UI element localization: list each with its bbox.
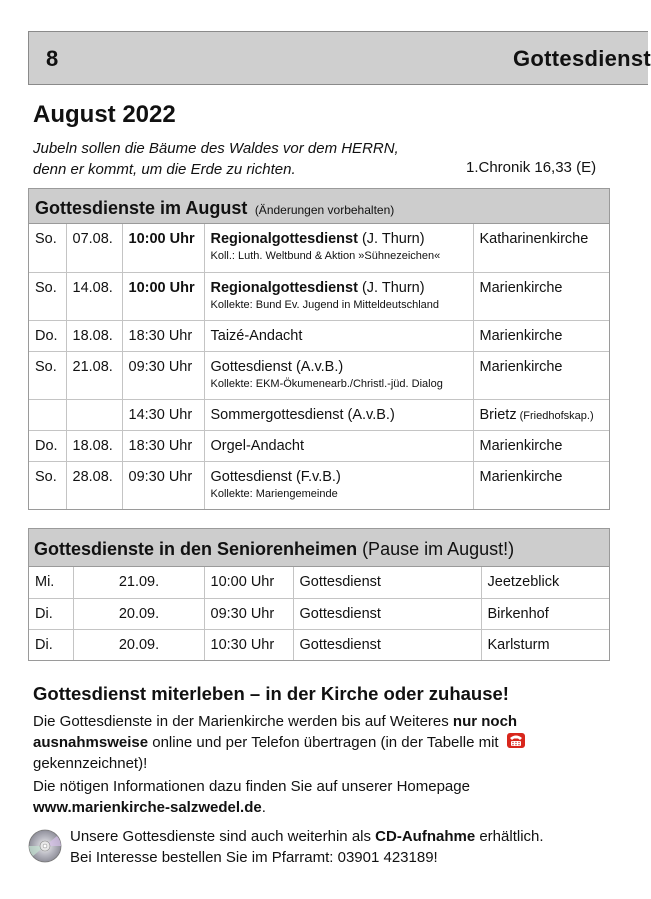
day-cell [29, 224, 66, 272]
service-cell [204, 461, 473, 509]
senior-homes-header [29, 529, 609, 567]
service-cell [204, 351, 473, 399]
verse-line-2: denn er kommt, um die Erde zu richten. [33, 161, 296, 178]
date: 28.08. [72, 468, 113, 485]
table-row [29, 320, 609, 351]
table-row [29, 272, 609, 320]
telephone-icon [506, 732, 526, 749]
time: 14:30 Uhr [128, 406, 193, 423]
day-cell [29, 351, 66, 399]
date: 18.08. [72, 437, 113, 454]
time: 18:30 Uhr [128, 327, 193, 344]
table-row [29, 430, 609, 461]
collection: Kollekte: EKM-Ökumenearb./Christl.-jüd. Dialog [210, 377, 443, 390]
place-cell [473, 399, 609, 430]
info-p2-text: Die nötigen Informationen dazu finden Sie auf unserer Homepage [33, 778, 470, 795]
month-title: August 2022 [33, 101, 176, 128]
time-cell [122, 272, 204, 320]
day-cell [29, 430, 66, 461]
time-cell [122, 320, 204, 351]
date: 07.08. [72, 231, 113, 247]
cd-text-emphasis: CD-Aufnahme [375, 828, 476, 845]
time: 18:30 Uhr [128, 437, 193, 454]
header-title: Gottesdienst [513, 46, 651, 71]
date-cell [66, 272, 122, 320]
info-p1-text-a: Die Gottesdienste in der Marienkirche werden bis auf Weiteres [33, 713, 453, 730]
day-cell [29, 399, 66, 430]
place-cell [481, 598, 609, 629]
date-cell [73, 629, 204, 660]
time-cell [204, 598, 293, 629]
service-cell [204, 320, 473, 351]
time: 10:00 Uhr [210, 574, 275, 590]
date: 18.08. [72, 327, 113, 344]
day: Mi. [35, 574, 55, 590]
place-cell [473, 320, 609, 351]
senior-homes-note: (Pause im August!) [357, 539, 515, 559]
place: Marienkirche [479, 468, 563, 485]
place-note: (Friedhofskap.) [516, 409, 594, 422]
place: Marienkirche [479, 279, 563, 296]
table-row [29, 399, 609, 430]
verse-reference: 1.Chronik 16,33 (E) [466, 159, 597, 176]
day: So. [35, 231, 57, 247]
senior-homes-table [29, 567, 609, 660]
august-services-note: (Änderungen vorbehalten) [254, 203, 395, 217]
place-cell [481, 629, 609, 660]
service-cell [204, 224, 473, 272]
date-cell [73, 598, 204, 629]
place: Marienkirche [479, 327, 563, 344]
table-row [29, 224, 609, 272]
time: 10:00 Uhr [128, 279, 195, 296]
day: Do. [35, 437, 58, 454]
senior-homes-panel [28, 528, 610, 661]
day: So. [35, 358, 57, 375]
august-services-table [29, 224, 609, 509]
info-p1-text-c: online und per Telefon übertragen (in der Tabelle mit [148, 734, 499, 751]
place: Jeetzeblick [487, 574, 560, 590]
date-cell [66, 351, 122, 399]
day-cell [29, 567, 73, 598]
date-cell [66, 320, 122, 351]
service-cell [204, 272, 473, 320]
info-p1-text-d: gekennzeichnet)! [33, 755, 148, 772]
date: 20.09. [118, 605, 160, 622]
date: 21.09. [118, 574, 160, 590]
august-services-header [29, 189, 609, 224]
collection: Kollekte: Bund Ev. Jugend in Mitteldeutschland [210, 298, 439, 311]
service-name: Gottesdienst [299, 574, 381, 590]
place-cell [473, 272, 609, 320]
day-cell [29, 629, 73, 660]
service-leader: (A.v.B.) [343, 406, 395, 423]
service-name: Taizé-Andacht [210, 327, 303, 344]
service-leader: (J. Thurn) [357, 231, 425, 247]
date: 20.09. [118, 636, 160, 653]
cd-order-line: Bei Interesse bestellen Sie im Pfarramt: 03901 423189! [70, 849, 438, 866]
service-cell [204, 399, 473, 430]
date-cell [66, 430, 122, 461]
collection: Kollekte: Mariengemeinde [210, 487, 338, 500]
table-row [29, 351, 609, 399]
time-cell [204, 629, 293, 660]
page-number: 8 [46, 46, 59, 71]
header-bar [28, 31, 651, 85]
day-cell [29, 598, 73, 629]
time-cell [122, 461, 204, 509]
time-cell [122, 224, 204, 272]
time: 10:30 Uhr [210, 636, 275, 653]
place-cell [473, 224, 609, 272]
time-cell [122, 351, 204, 399]
service-cell [204, 430, 473, 461]
table-row [29, 629, 609, 660]
day: So. [35, 468, 57, 485]
service-name: Gottesdienst [210, 358, 292, 375]
day-cell [29, 320, 66, 351]
day: So. [35, 279, 57, 296]
service-name: Gottesdienst [299, 636, 381, 653]
place: Karlsturm [487, 636, 550, 653]
place: Marienkirche [479, 437, 563, 454]
service-leader: (F.v.B.) [291, 468, 341, 485]
august-services-panel [28, 188, 610, 510]
date-cell [73, 567, 204, 598]
service-name: Regionalgottesdienst [210, 231, 358, 247]
table-row [29, 598, 609, 629]
table-row [29, 461, 609, 509]
place-cell [481, 567, 609, 598]
day-cell [29, 461, 66, 509]
info-paragraph-2 [33, 776, 593, 818]
place: Birkenhof [487, 605, 549, 622]
time: 09:30 Uhr [128, 468, 193, 485]
place: Brietz [479, 406, 517, 423]
time: 09:30 Uhr [210, 605, 275, 622]
table-row [29, 567, 609, 598]
cd-info [70, 826, 544, 868]
service-leader: (A.v.B.) [291, 358, 344, 375]
time-cell [204, 567, 293, 598]
cd-text-c: erhältlich. [475, 828, 544, 845]
time: 09:30 Uhr [128, 358, 193, 375]
date: 14.08. [72, 279, 113, 296]
time-cell [122, 430, 204, 461]
cd-text-a: Unsere Gottesdienste sind auch weiterhin als [70, 828, 376, 845]
collection: Koll.: Luth. Weltbund & Aktion »Sühnezeichen« [210, 250, 441, 262]
homepage-link[interactable]: www.marienkirche-salzwedel.de [33, 799, 262, 816]
cd-icon [28, 829, 62, 863]
info-p1-emphasis: nur noch ausnahmsweise [33, 713, 518, 751]
day-cell [29, 272, 66, 320]
service-name: Regionalgottesdienst [210, 279, 358, 296]
place-cell [473, 351, 609, 399]
service-cell [293, 629, 481, 660]
date-cell [66, 399, 122, 430]
service-name: Orgel-Andacht [210, 437, 304, 454]
day: Di. [35, 636, 53, 653]
bible-verse [33, 138, 399, 180]
date-cell [66, 224, 122, 272]
august-services-title: Gottesdienste im August [35, 198, 248, 218]
info-p2-end: . [261, 799, 266, 816]
service-name: Gottesdienst [299, 605, 381, 622]
service-name: Gottesdienst [210, 468, 292, 485]
place: Marienkirche [479, 358, 563, 375]
date-cell [66, 461, 122, 509]
info-heading: Gottesdienst miterleben – in der Kirche oder zuhause! [33, 683, 509, 704]
info-paragraph-1 [33, 711, 593, 774]
service-cell [293, 567, 481, 598]
date: 21.08. [72, 358, 113, 375]
place: Katharinenkirche [479, 231, 589, 247]
senior-homes-title: Gottesdienste in den Seniorenheimen [34, 539, 358, 559]
verse-line-1: Jubeln sollen die Bäume des Waldes vor dem HERRN, [33, 140, 399, 157]
service-name: Sommergottesdienst [210, 406, 344, 423]
place-cell [473, 461, 609, 509]
place-cell [473, 430, 609, 461]
day: Do. [35, 327, 58, 344]
day: Di. [35, 605, 53, 622]
service-leader: (J. Thurn) [357, 279, 425, 296]
time-cell [122, 399, 204, 430]
service-cell [293, 598, 481, 629]
time: 10:00 Uhr [128, 231, 195, 247]
